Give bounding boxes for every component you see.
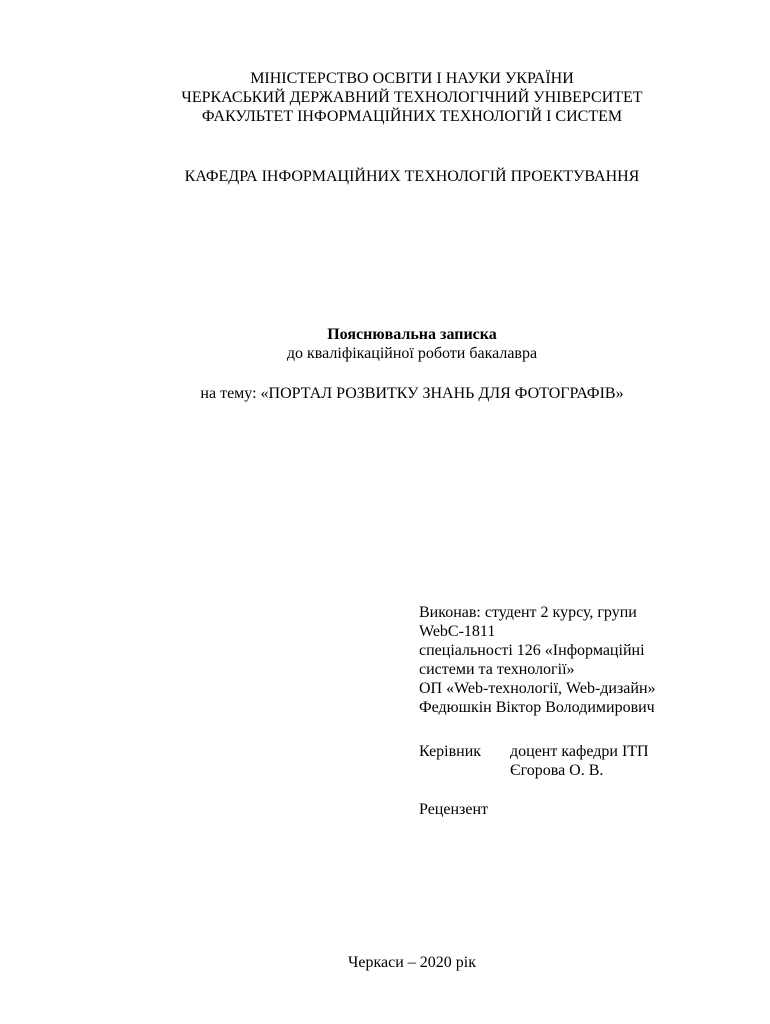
- city-year: Черкаси – 2020 рік: [347, 954, 476, 971]
- ministry-name: МІНІСТЕРСТВО ОСВІТИ І НАУКИ УКРАЇНИ: [250, 70, 574, 87]
- supervisor-label: Керівник: [419, 743, 482, 760]
- author-specialty: спеціальності 126 «Інформаційні: [419, 642, 645, 659]
- department-name: КАФЕДРА ІНФОРМАЦІЙНИХ ТЕХНОЛОГІЙ ПРОЕКТУВАННЯ: [184, 168, 640, 185]
- reviewer-label: Рецензент: [419, 801, 488, 818]
- author-line: Виконав: студент 2 курсу, групи: [419, 604, 637, 621]
- document-topic: на тему: «ПОРТАЛ РОЗВИТКУ ЗНАНЬ ДЛЯ ФОТОГРАФІВ»: [200, 385, 624, 402]
- university-name: ЧЕРКАСЬКИЙ ДЕРЖАВНИЙ ТЕХНОЛОГІЧНИЙ УНІВЕРСИТЕТ: [181, 89, 643, 106]
- author-program: ОП «Web-технології, Web-дизайн»: [419, 680, 656, 697]
- author-info: [419, 603, 719, 717]
- author-specialty-cont: системи та технології»: [419, 661, 575, 678]
- supervisor-name-row: [419, 761, 719, 780]
- author-name: Федюшкін Віктор Володимирович: [419, 699, 655, 716]
- faculty-name: ФАКУЛЬТЕТ ІНФОРМАЦІЙНИХ ТЕХНОЛОГІЙ І СИСТЕМ: [201, 108, 623, 125]
- supervisor-position: доцент кафедри ІТП: [510, 743, 649, 760]
- supervisor-row: [419, 742, 719, 761]
- document-title-block: [0, 325, 770, 363]
- document-subtitle: до кваліфікаційної роботи бакалавра: [286, 345, 538, 362]
- supervisor-info: [419, 742, 719, 780]
- supervisor-name: Єгорова О. В.: [510, 762, 604, 779]
- document-title: Пояснювальна записка: [327, 326, 497, 343]
- institution-header: [0, 69, 770, 126]
- author-group: WebC-1811: [419, 623, 496, 640]
